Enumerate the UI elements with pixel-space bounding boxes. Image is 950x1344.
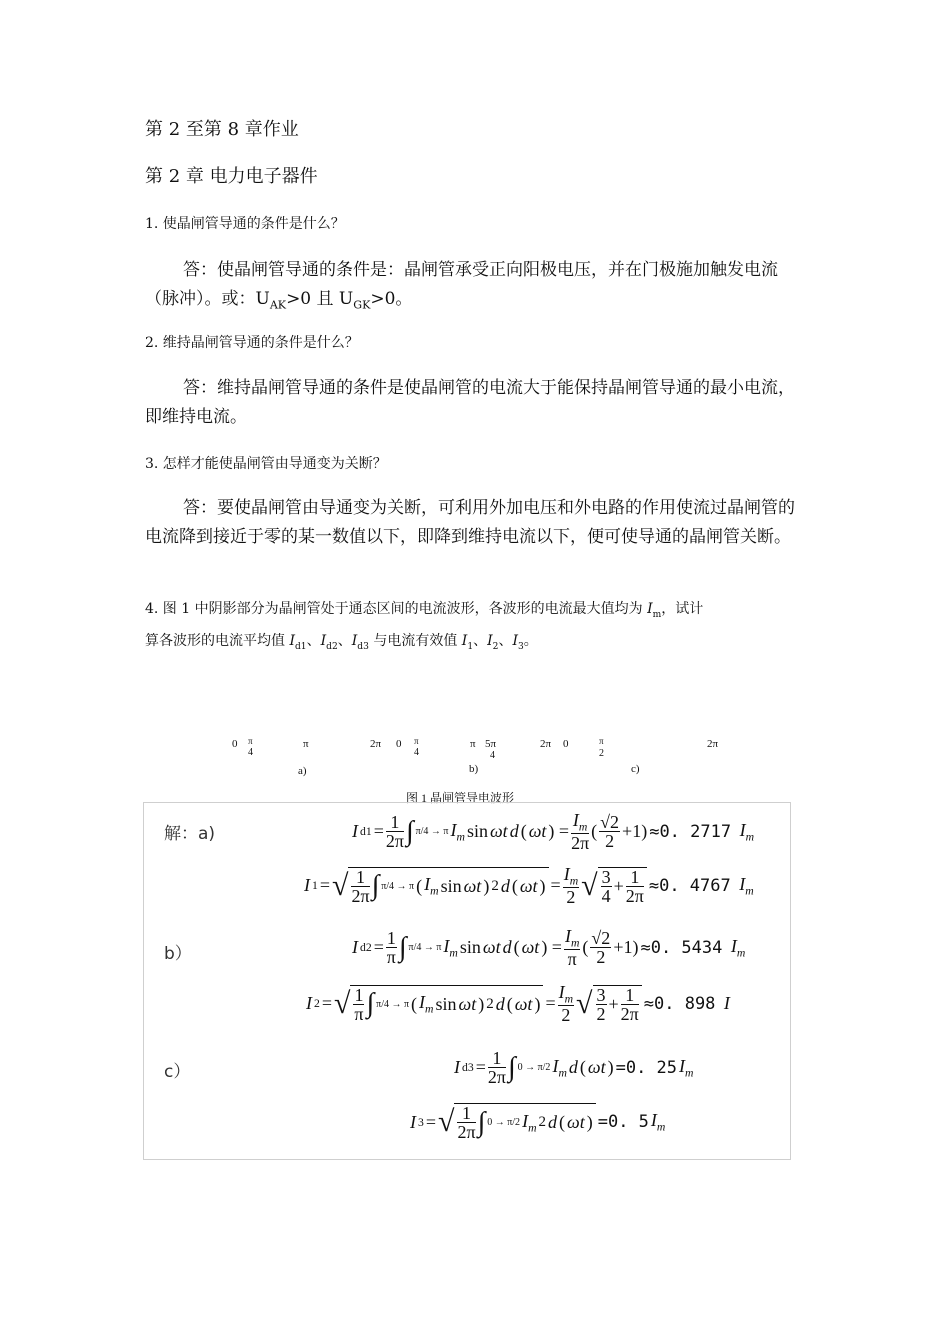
solution-label-a: 解：a) <box>164 824 216 844</box>
question-1: 1. 使晶闸管导通的条件是什么？ <box>145 216 345 232</box>
answer-1: 答：使晶闸管导通的条件是：晶闸管承受正向阳极电压，并在门极施加触发电流（脉冲）。或：$U_{AK}>0$ 且 $U_{GK}>0$。 <box>145 260 778 312</box>
fig-b-tick-pi2: π <box>470 738 476 750</box>
fig-b-tick-0: 0 <box>396 738 402 750</box>
fig-b-tick-4b: 4 <box>490 750 495 761</box>
fig-a-tick-2pi: 2π <box>370 738 382 750</box>
fig-a-tick-pi2: π <box>303 738 309 750</box>
fig-c-tick-2: 2 <box>599 748 604 759</box>
answer-2: 答：维持晶闸管导通的条件是使晶闸管的电流大于能保持晶闸管导通的最小电流，即维持电流。 <box>145 378 795 427</box>
question-3: 3. 怎样才能使晶闸管由导通变为关断？ <box>145 456 387 472</box>
fig-caption-c: c) <box>631 763 640 775</box>
chapter-heading: 第 2 章 电力电子器件 <box>145 166 318 187</box>
fig-caption-a: a) <box>298 765 307 777</box>
fig-b-tick-4: 4 <box>414 747 419 758</box>
eq-i3: I 3 = √ $\frac{1}{2\pi}$ ∫ 0 → π/2 $I_m$ 2 d ( ωt ) =0. 5 $I_m$ <box>410 1103 666 1142</box>
fig-b-tick-5pi: 5π <box>485 738 497 750</box>
solution-label-c: c） <box>164 1062 191 1082</box>
figure-title: 图 1 晶闸管导电波形 <box>406 791 515 805</box>
fig-b-tick-pi: π <box>414 736 419 746</box>
solution-box <box>143 802 791 1160</box>
solution-label-b: b） <box>164 944 192 964</box>
fig-c-tick-pi: π <box>599 736 604 746</box>
eq-id3: I d3 = $\frac{1}{2\pi}$ ∫ 0 → π/2 $I_m$ d ( ωt ) =0. 25 $I_m$ <box>454 1048 694 1087</box>
eq-id2: I d2 = $\frac{1}{\pi}$ ∫ π/4 → π $I_m$ sin ωt d ( ωt ) = $\frac{I_m}{\pi}$ ( $\frac{√2}{2}$ +1) ≈0. 5434 $I_m$ <box>352 926 746 970</box>
fig-a-tick-pi: π <box>248 736 253 746</box>
fig-a-tick-0: 0 <box>232 738 238 750</box>
eq-i1: I 1 = √ $\frac{1}{2\pi}$ ∫ π/4 → π ( $I_m$ sin ωt ) 2 d ( ωt ) = $\frac{I_m}{2}$ √ $\frac{3}{4}$ + $\frac{1}{2\pi}$ ≈0. 4767 $I_m$ <box>304 864 754 908</box>
eq-i2: I 2 = √ $\frac{1}{\pi}$ ∫ π/4 → π ( $I_m$ sin ωt ) 2 d ( ωt ) = $\frac{I_m}{2}$ √ $\frac{3}{2}$ + $\frac{1}{2\pi}$ ≈0. 898 I <box>306 982 730 1026</box>
fig-c-tick-2pi: 2π <box>707 738 719 750</box>
answer-3: 答：要使晶闸管由导通变为关断，可利用外加电压和外电路的作用使流过晶闸管的电流降到接近于零的某一数值以下，即降到维持电流以下，便可使导通的晶闸管关断。 <box>145 498 795 547</box>
eq-id1: I d1 = $\frac{1}{2\pi}$ ∫ π/4 → π $I_m$ sin ωt d ( ωt ) = $\frac{I_m}{2\pi}$ ( $\frac{√2}{2}$ +1) ≈0. 2717 $I_m$ <box>352 810 755 854</box>
fig-caption-b: b) <box>469 763 479 775</box>
question-4: 4. 图 1 中阴影部分为晶闸管处于通态区间的电流波形，各波形的电流最大值均为 $I_m$，试计 算各波形的电流平均值 $I_{d1}$、$I_{d2}$、$I_{d3}$ 与电流有效值 $I_1$、$I_2$、$I_3$。 <box>145 601 704 652</box>
fig-a-tick-4: 4 <box>248 747 253 758</box>
fig-b-tick-2pi: 2π <box>540 738 552 750</box>
fig-c-tick-0: 0 <box>563 738 569 750</box>
question-2: 2. 维持晶闸管导通的条件是什么？ <box>145 335 359 351</box>
page-title: 第 2 至第 8 章作业 <box>145 119 299 140</box>
